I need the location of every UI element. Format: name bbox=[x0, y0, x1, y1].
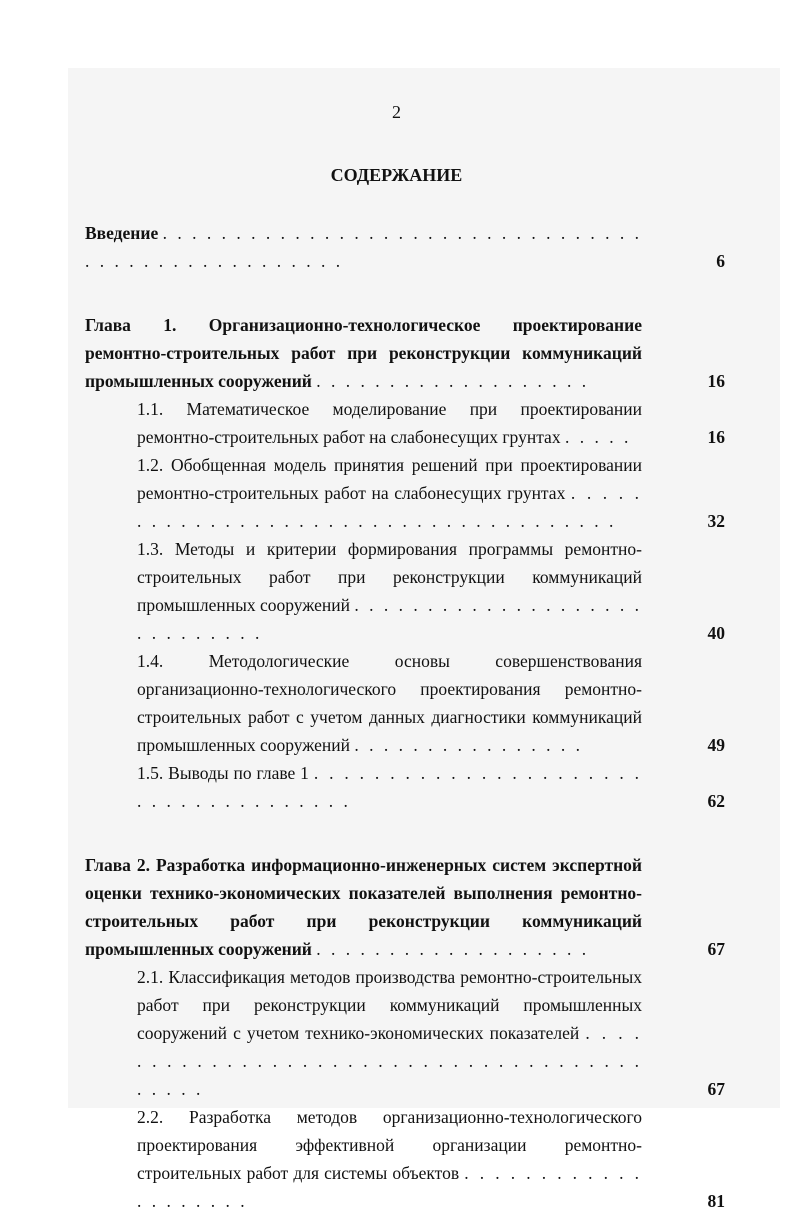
toc-page-number: 49 bbox=[707, 735, 725, 755]
dot-leader: . . . . . . . . . . . . . . . . . . . bbox=[316, 371, 590, 391]
toc-page-number: 16 bbox=[707, 427, 725, 447]
dot-leader: . . . . . . . . . . . . . . . . bbox=[354, 735, 583, 755]
toc-entry-text: 1.2. Обобщенная модель принятия решений при проектировании ремонтно-строительных работ на слабонесущих грунтах bbox=[137, 455, 642, 503]
toc-entry-section-1-3[interactable] bbox=[85, 535, 725, 647]
toc-entry-text: Глава 1. Организационно-технологическое проектирование ремонтно-строительных работ при реконструкции коммуникаций промышленных сооружений bbox=[85, 315, 642, 391]
toc-entry-text: 1.4. Методологические основы совершенствования организационно-технологического проектирования ремонтно-строительных работ с учетом данных диагностики коммуникаций промышленных сооружений bbox=[137, 651, 642, 755]
toc-entry-text: 2.1. Классификация методов производства ремонтно-строительных работ при реконструкции коммуникаций промышленных сооружений с учетом технико-экономических показателей bbox=[137, 967, 642, 1043]
toc-entry-text: 1.3. Методы и критерии формирования программы ремонтно-строительных работ при реконструкции коммуникаций промышленных сооружений bbox=[137, 539, 642, 615]
page-number: 2 bbox=[392, 102, 401, 122]
toc-page-number: 40 bbox=[707, 623, 725, 643]
dot-leader: . . . . . . . . . . . . . . . . . . . . . . . . . . . . . bbox=[137, 595, 643, 643]
toc-page-number: 16 bbox=[707, 371, 725, 391]
dot-leader: . . . . . . . . . . . . . . . . . . . . bbox=[137, 1163, 643, 1211]
toc-entry-section-2-1[interactable] bbox=[85, 963, 725, 1103]
toc-entry-section-2-2[interactable] bbox=[85, 1103, 725, 1215]
dot-leader: . . . . . bbox=[564, 427, 632, 447]
toc-page-number: 67 bbox=[707, 939, 725, 959]
toc-entry-text: 1.5. Выводы по главе 1 bbox=[137, 763, 309, 783]
dot-leader: . . . . . . . . . . . . . . . . . . . bbox=[316, 939, 590, 959]
dot-leader: . . . . . . . . . . . . . . . . . . . . . . . . . . . . . . . . . . . . . . . . . . . bbox=[137, 1023, 642, 1099]
toc-entry-section-1-4[interactable] bbox=[85, 647, 725, 759]
toc-entry-text: Глава 2. Разработка информационно-инженерных систем экспертной оценки технико-экономических показателей выполнения ремонтно-строительных работ при реконструкции коммуникаций промышленных сооружений bbox=[85, 855, 642, 959]
toc-entry-section-1-5[interactable] bbox=[85, 759, 725, 815]
toc-entry-intro[interactable] bbox=[85, 219, 725, 275]
toc-page-number: 81 bbox=[707, 1191, 725, 1211]
toc-entry-section-1-2[interactable] bbox=[85, 451, 725, 535]
toc-page-number: 32 bbox=[707, 511, 725, 531]
toc-page-number: 67 bbox=[707, 1079, 725, 1099]
toc-entry-text: 2.2. Разработка методов организационно-технологического проектирования эффективной организации ремонтно-строительных работ для системы объектов bbox=[137, 1107, 642, 1183]
table-of-contents bbox=[85, 219, 725, 1215]
dot-leader: . . . . . . . . . . . . . . . . . . . . . . . . . . . . . . . . . . . . . . bbox=[137, 483, 643, 531]
toc-entry-chapter-2[interactable] bbox=[85, 851, 725, 963]
toc-page-number: 62 bbox=[707, 791, 725, 811]
dot-leader: . . . . . . . . . . . . . . . . . . . . . . . . . . . . . . . . . . . . . . . . . . . . . . . . . . . bbox=[85, 223, 643, 271]
toc-entry-text: 1.1. Математическое моделирование при проектировании ремонтно-строительных работ на слабонесущих грунтах bbox=[137, 399, 642, 447]
dot-leader: . . . . . . . . . . . . . . . . . . . . . . . . . . . . . . . . . . . . . bbox=[137, 763, 642, 811]
toc-entry-chapter-1[interactable] bbox=[85, 311, 725, 395]
toc-entry-section-1-1[interactable] bbox=[85, 395, 725, 451]
toc-page-number: 6 bbox=[716, 251, 725, 271]
toc-entry-text: Введение bbox=[85, 223, 159, 243]
toc-title: СОДЕРЖАНИЕ bbox=[330, 165, 463, 185]
